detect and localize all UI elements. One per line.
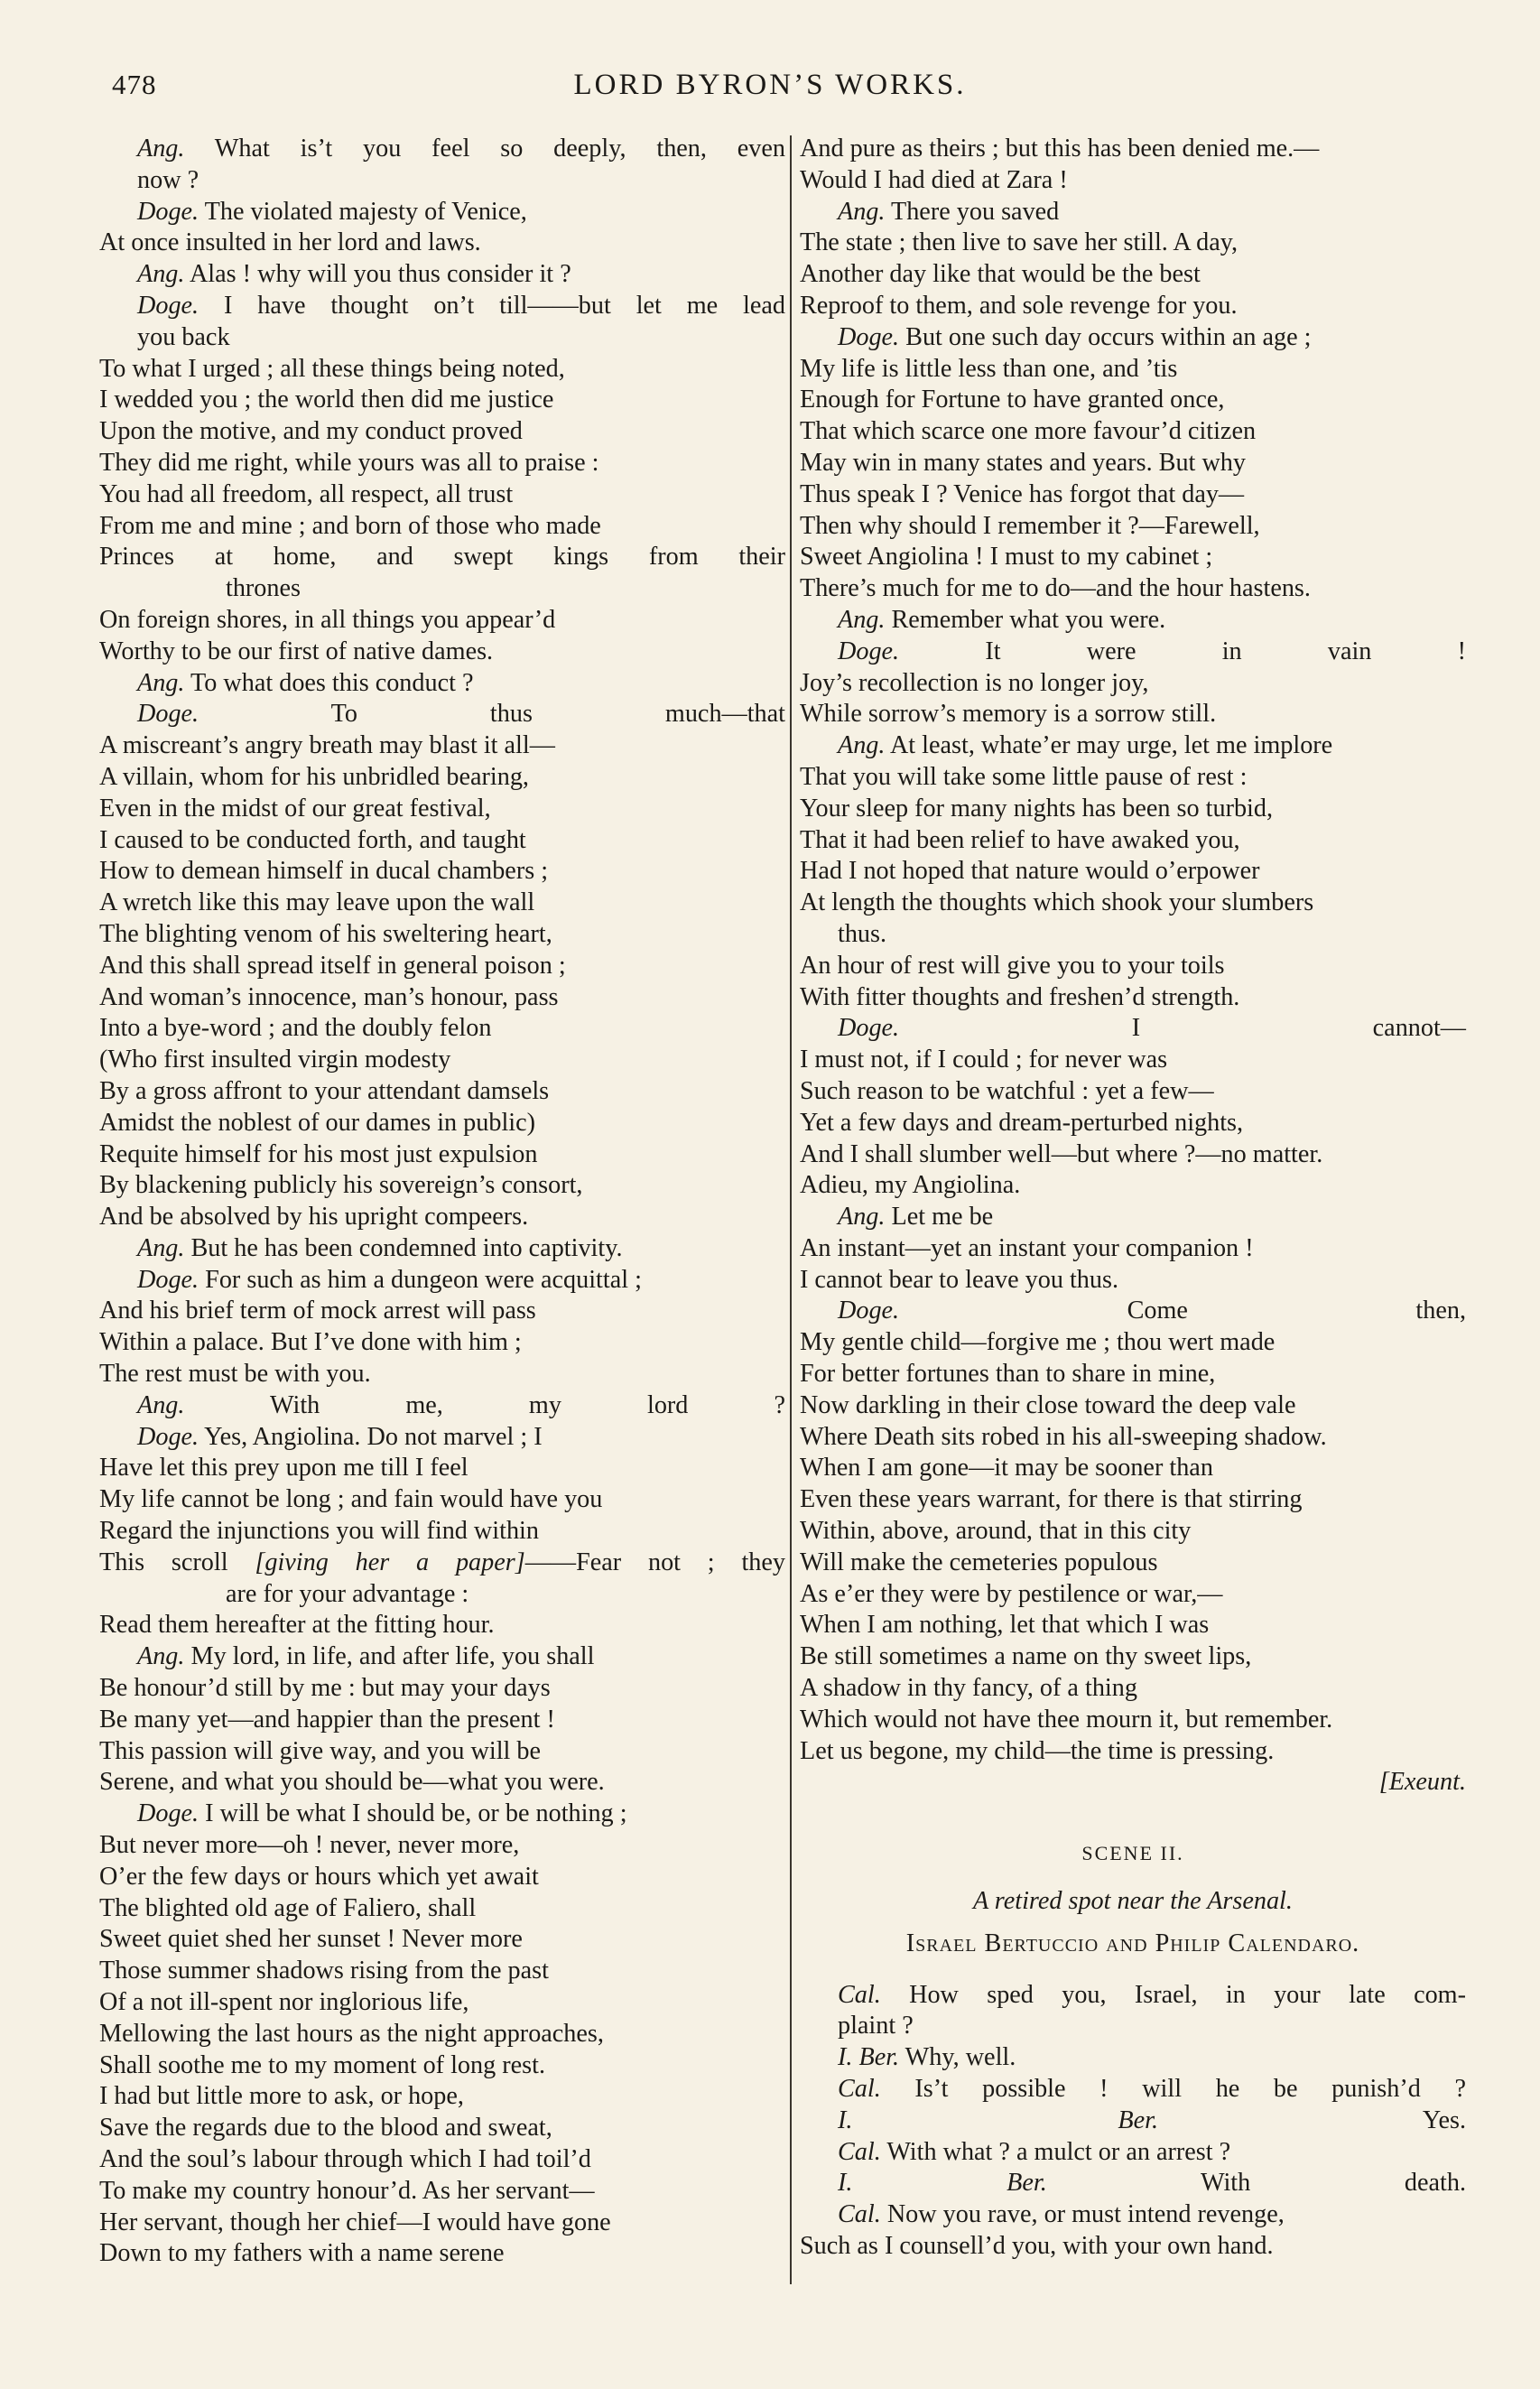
verse-line: When I am gone—it may be sooner than: [800, 1454, 1213, 1483]
verse-line: Which would not have thee mourn it, but remember.: [800, 1705, 1333, 1734]
verse-line: And his brief term of mock arrest will pass: [99, 1297, 536, 1325]
verse-line: A villain, whom for his unbridled bearing,: [99, 762, 529, 791]
verse-line: Regard the injunctions you will find within: [99, 1517, 539, 1546]
verse-line: plaint ?: [838, 2012, 914, 2040]
running-title: LORD BYRON’S WORKS.: [573, 69, 967, 101]
verse-line: Be honour’d still by me : but may your days: [99, 1674, 551, 1703]
speaker-tag: Ang.: [137, 668, 185, 697]
speaker-tag: Ang.: [838, 605, 886, 634]
verse-line: On foreign shores, in all things you appear’d: [99, 605, 556, 634]
verse-line: Ang. Alas ! why will you thus consider it ?: [137, 260, 571, 289]
verse-line: Her servant, though her chief—I would have gone: [99, 2208, 611, 2236]
verse-line: Doge. For such as him a dungeon were acquittal ;: [137, 1265, 642, 1294]
verse-line: And I shall slumber well—but where ?—no matter.: [800, 1139, 1323, 1168]
verse-line: And the soul’s labour through which I had toil’d: [99, 2145, 591, 2173]
verse-line: As e’er they were by pestilence or war,—: [800, 1579, 1223, 1608]
verse-line: Ang. To what does this conduct ?: [137, 668, 474, 697]
verse-line: Worthy to be our first of native dames.: [99, 637, 494, 665]
verse-line: Where Death sits robed in his all-sweeping shadow.: [800, 1422, 1327, 1451]
verse-line: thus.: [838, 919, 887, 948]
right-column: [800, 134, 1466, 2263]
speaker-tag: Doge.: [838, 1014, 900, 1043]
verse-line: Ang. There you saved: [838, 197, 1060, 226]
verse-line: Cal. Now you rave, or must intend revenge,: [838, 2200, 1285, 2229]
verse-line: Cal. Is’t possible ! will he be punish’d ?: [838, 2075, 1466, 2104]
verse-line: Serene, and what you should be—what you were.: [99, 1768, 605, 1797]
verse-line: I. Ber. Why, well.: [838, 2043, 1016, 2072]
verse-line: are for your advantage :: [226, 1579, 469, 1608]
speaker-tag: Ang.: [137, 1642, 185, 1671]
verse-line: Within, above, around, that in this city: [800, 1517, 1192, 1546]
verse-line: To make my country honour’d. As her servant—: [99, 2176, 595, 2205]
verse-line: Sweet Angiolina ! I must to my cabinet ;: [800, 543, 1213, 572]
verse-line: An instant—yet an instant your companion !: [800, 1233, 1254, 1262]
scene-setting: A retired spot near the Arsenal.: [973, 1887, 1293, 1916]
verse-line: An hour of rest will give you to your toils: [800, 951, 1225, 980]
verse-line: Even these years warrant, for there is that stirring: [800, 1485, 1303, 1514]
speaker-tag: I. Ber.: [838, 2043, 900, 2072]
speaker-tag: Doge.: [137, 1422, 199, 1451]
verse-line: This scroll [giving her a paper]——Fear not ; they: [99, 1548, 785, 1576]
verse-line: Ang. With me, my lord ?: [137, 1390, 785, 1419]
speaker-tag: Doge.: [137, 197, 199, 226]
verse-line: Doge. To thus much—that: [137, 700, 785, 729]
right-column-verse: [800, 134, 1466, 1799]
verse-line: And woman’s innocence, man’s honour, pass: [99, 982, 559, 1011]
verse-line: Will make the cemeteries populous: [800, 1548, 1158, 1576]
verse-line: Doge. I will be what I should be, or be nothing ;: [137, 1799, 627, 1828]
verse-line: That you will take some little pause of rest :: [800, 762, 1248, 791]
verse-line: Even in the midst of our great festival,: [99, 794, 491, 823]
verse-line: The state ; then live to save her still. A day,: [800, 228, 1238, 257]
speaker-tag: Doge.: [137, 1265, 199, 1294]
verse-line: Those summer shadows rising from the past: [99, 1957, 549, 1985]
verse-line: I must not, if I could ; for never was: [800, 1046, 1168, 1074]
verse-line: With fitter thoughts and freshen’d strength.: [800, 982, 1240, 1011]
verse-line: I had but little more to ask, or hope,: [99, 2082, 464, 2111]
verse-line: Requite himself for his most just expulsion: [99, 1139, 538, 1168]
verse-line: That which scarce one more favour’d citizen: [800, 417, 1257, 446]
verse-line: Doge. I cannot—: [838, 1014, 1466, 1043]
verse-line: To what I urged ; all these things being noted,: [99, 354, 565, 383]
verse-line: thrones: [226, 574, 301, 603]
verse-line: And be absolved by his upright compeers.: [99, 1203, 529, 1232]
verse-line: My life is little less than one, and ’tis: [800, 354, 1178, 383]
verse-line: Princes at home, and swept kings from their: [99, 543, 785, 572]
verse-line: I cannot bear to leave you thus.: [800, 1265, 1119, 1294]
verse-line: Cal. With what ? a mulct or an arrest ?: [838, 2137, 1231, 2166]
verse-line: (Who first insulted virgin modesty: [99, 1046, 451, 1074]
verse-line: And this shall spread itself in general poison ;: [99, 951, 566, 980]
verse-line: The blighted old age of Faliero, shall: [99, 1893, 477, 1922]
verse-line: I caused to be conducted forth, and taught: [99, 825, 526, 854]
verse-line: They did me right, while yours was all to praise :: [99, 448, 599, 477]
verse-line: Into a bye-word ; and the doubly felon: [99, 1014, 492, 1043]
speaker-tag: Ang.: [137, 135, 185, 163]
verse-line: Ang. My lord, in life, and after life, you shall: [137, 1642, 595, 1671]
verse-line: Be many yet—and happier than the present !: [99, 1705, 555, 1734]
verse-line: Now darkling in their close toward the deep vale: [800, 1390, 1296, 1419]
verse-line: My life cannot be long ; and fain would have you: [99, 1485, 603, 1514]
verse-line: From me and mine ; and born of those who made: [99, 511, 601, 540]
verse-line: By blackening publicly his sovereign’s consort,: [99, 1171, 583, 1200]
speaker-tag: Ang.: [137, 260, 185, 289]
speaker-tag: Doge.: [137, 700, 199, 729]
verse-line: Reproof to them, and sole revenge for you.: [800, 291, 1238, 320]
verse-line: A miscreant’s angry breath may blast it all—: [99, 731, 555, 760]
verse-line: At length the thoughts which shook your slumbers: [800, 888, 1314, 917]
verse-line: Doge. I have thought on’t till——but let me lead: [137, 291, 785, 320]
speaker-tag: Cal.: [838, 1980, 881, 2009]
verse-line: By a gross affront to your attendant damsels: [99, 1076, 550, 1105]
speaker-tag: Cal.: [838, 2200, 881, 2229]
verse-line: Joy’s recollection is no longer joy,: [800, 668, 1149, 697]
verse-line: Then why should I remember it ?—Farewell,: [800, 511, 1260, 540]
verse-line: Doge. It were in vain !: [838, 637, 1466, 665]
verse-line: I. Ber. Yes.: [838, 2105, 1466, 2134]
verse-line: Such as I counsell’d you, with your own hand.: [800, 2232, 1274, 2260]
verse-line: Ang. But he has been condemned into captivity.: [137, 1233, 623, 1262]
verse-line: Adieu, my Angiolina.: [800, 1171, 1021, 1200]
verse-line: Save the regards due to the blood and sweat,: [99, 2114, 552, 2143]
verse-line: Ang. At least, whate’er may urge, let me implore: [838, 731, 1333, 760]
verse-line: Shall soothe me to my moment of long rest.: [99, 2050, 546, 2079]
verse-line: Read them hereafter at the fitting hour.: [99, 1611, 495, 1640]
speaker-tag: I. Ber.: [838, 2169, 1047, 2198]
verse-line: Doge. But one such day occurs within an age ;: [838, 322, 1312, 351]
speaker-tag: I. Ber.: [838, 2105, 1159, 2134]
verse-line: Cal. How sped you, Israel, in your late com-: [838, 1980, 1466, 2009]
speaker-tag: Cal.: [838, 2137, 881, 2166]
verse-line: This passion will give way, and you will be: [99, 1736, 542, 1765]
verse-line: And pure as theirs ; but this has been denied me.—: [800, 135, 1320, 163]
speaker-tag: Doge.: [838, 637, 900, 665]
verse-line: Thus speak I ? Venice has forgot that day—: [800, 479, 1245, 508]
verse-line: That it had been relief to have awaked you,: [800, 825, 1240, 854]
speaker-tag: Ang.: [137, 1390, 185, 1419]
speaker-tag: Doge.: [838, 322, 900, 351]
verse-line: Be still sometimes a name on thy sweet lips,: [800, 1642, 1252, 1671]
verse-line: [Exeunt.: [1378, 1768, 1466, 1797]
verse-line: Such reason to be watchful : yet a few—: [800, 1076, 1214, 1105]
verse-line: While sorrow’s memory is a sorrow still.: [800, 700, 1217, 729]
verse-line: Sweet quiet shed her sunset ! Never more: [99, 1925, 523, 1954]
verse-line: Ang. Remember what you were.: [838, 605, 1166, 634]
verse-line: I. Ber. With death.: [838, 2169, 1466, 2198]
verse-line: How to demean himself in ducal chambers ;: [99, 857, 549, 886]
scene-heading: SCENE II.: [1081, 1842, 1184, 1865]
verse-line: You had all freedom, all respect, all trust: [99, 479, 514, 508]
verse-line: O’er the few days or hours which yet await: [99, 1862, 539, 1891]
verse-line: May win in many states and years. But why: [800, 448, 1246, 477]
speaker-tag: Doge.: [137, 1799, 199, 1828]
verse-line: Down to my fathers with a name serene: [99, 2239, 505, 2268]
verse-line: But never more—oh ! never, never more,: [99, 1831, 520, 1860]
speaker-tag: Doge.: [137, 291, 199, 320]
verse-line: A wretch like this may leave upon the wall: [99, 888, 535, 917]
left-column: [99, 134, 785, 2270]
verse-line: Of a not ill-spent nor inglorious life,: [99, 1988, 469, 2017]
column-divider: [790, 135, 792, 2284]
page-number: 478: [112, 69, 157, 100]
verse-line: Doge. Yes, Angiolina. Do not marvel ; I: [137, 1422, 543, 1451]
verse-line: Within a palace. But I’ve done with him ;: [99, 1328, 522, 1357]
scene-dialogue: [800, 1980, 1466, 2263]
verse-line: Had I not hoped that nature would o’erpower: [800, 857, 1260, 886]
verse-line: My gentle child—forgive me ; thou wert made: [800, 1328, 1276, 1357]
verse-line: Upon the motive, and my conduct proved: [99, 417, 523, 446]
speaker-tag: Ang.: [137, 1233, 185, 1262]
verse-line: There’s much for me to do—and the hour hastens.: [800, 574, 1311, 603]
speaker-tag: Ang.: [838, 1203, 886, 1232]
scene-characters: Israel Bertuccio and Philip Calendaro.: [905, 1929, 1360, 1957]
verse-line: Your sleep for many nights has been so turbid,: [800, 794, 1274, 823]
verse-line: Ang. What is’t you feel so deeply, then, even: [137, 135, 785, 163]
verse-line: Enough for Fortune to have granted once,: [800, 386, 1225, 414]
speaker-tag: Ang.: [838, 731, 886, 760]
verse-line: The rest must be with you.: [99, 1360, 371, 1389]
speaker-tag: Doge.: [838, 1297, 900, 1325]
verse-line: Doge. The violated majesty of Venice,: [137, 197, 527, 226]
verse-line: I wedded you ; the world then did me justice: [99, 386, 554, 414]
verse-line: The blighting venom of his sweltering heart,: [99, 919, 552, 948]
verse-line: Another day like that would be the best: [800, 260, 1201, 289]
verse-line: Yet a few days and dream-perturbed nights,: [800, 1108, 1244, 1137]
speaker-tag: Cal.: [838, 2075, 881, 2104]
verse-line: When I am nothing, let that which I was: [800, 1611, 1210, 1640]
verse-line: Have let this prey upon me till I feel: [99, 1454, 468, 1483]
verse-line: Mellowing the last hours as the night approaches,: [99, 2019, 604, 2048]
speaker-tag: Ang.: [838, 197, 886, 226]
verse-line: For better fortunes than to share in mine,: [800, 1360, 1216, 1389]
verse-line: now ?: [137, 165, 199, 194]
verse-line: Amidst the noblest of our dames in public): [99, 1108, 536, 1137]
verse-line: Doge. Come then,: [838, 1297, 1466, 1325]
verse-line: Let us begone, my child—the time is pressing.: [800, 1736, 1275, 1765]
verse-line: you back: [137, 322, 230, 351]
verse-line: A shadow in thy fancy, of a thing: [800, 1674, 1137, 1703]
verse-line: Ang. Let me be: [838, 1203, 994, 1232]
verse-line: Would I had died at Zara !: [800, 165, 1068, 194]
verse-line: At once insulted in her lord and laws.: [99, 228, 481, 257]
